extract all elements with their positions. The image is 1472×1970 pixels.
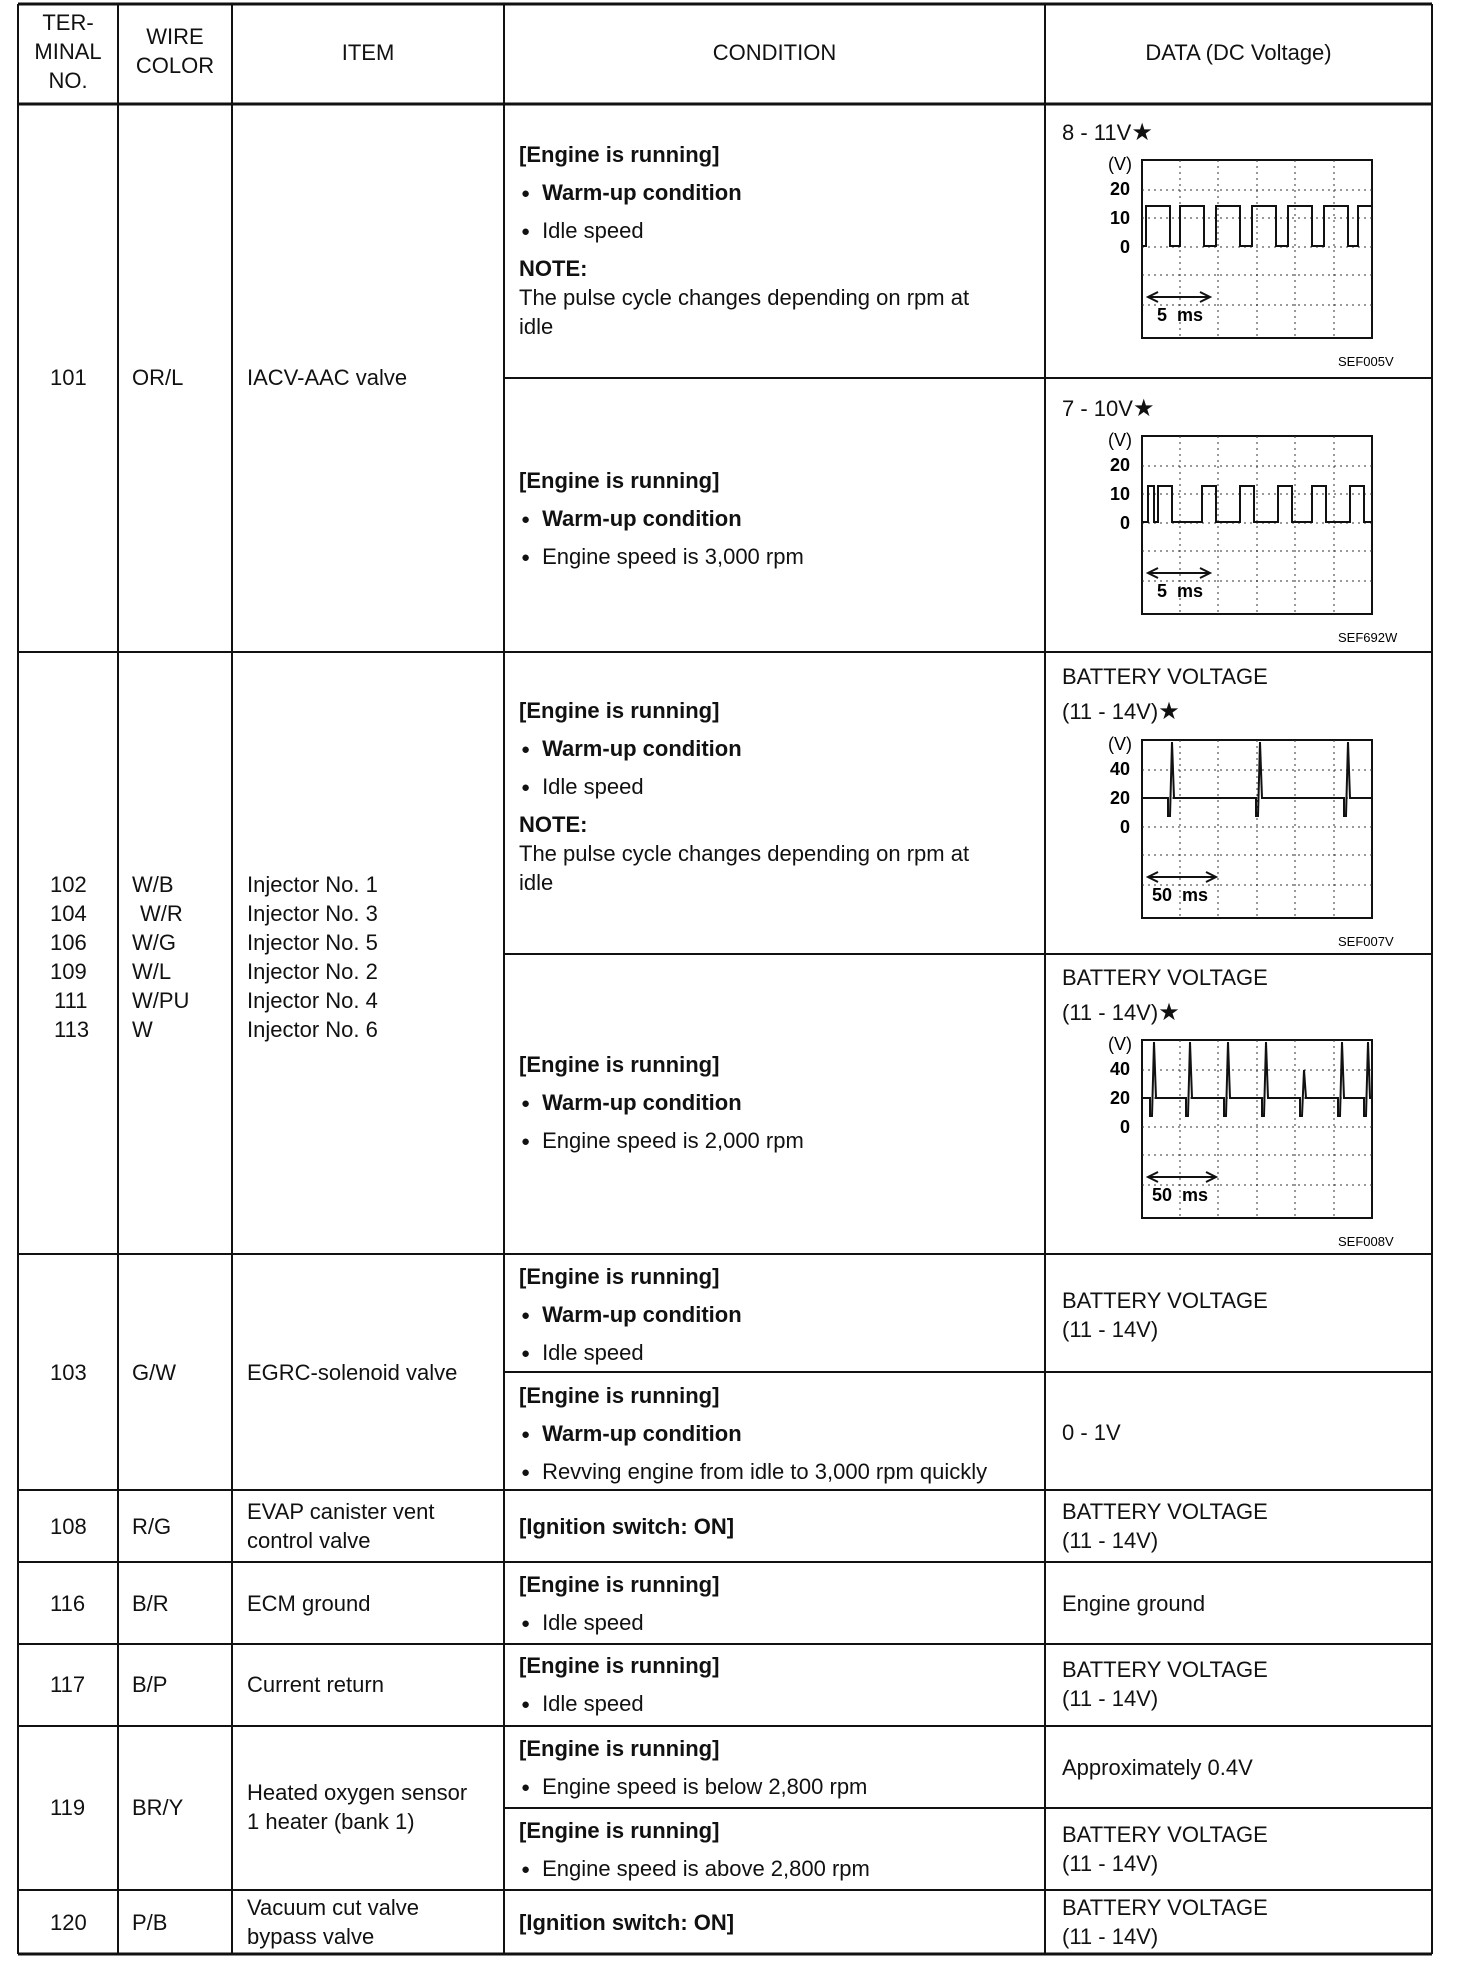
figure-code: SEF007V bbox=[1338, 934, 1394, 949]
waveform-3000rpm-iacv bbox=[1100, 426, 1398, 648]
condition-bullet: ● Warm-up condition bbox=[521, 734, 742, 766]
wire-color: W/PU bbox=[132, 988, 190, 1013]
star-icon: ★ bbox=[1131, 119, 1153, 146]
time-scale-label: 50 ms bbox=[1152, 885, 1209, 905]
header-condition: CONDITION bbox=[712, 40, 837, 65]
item-name: Injector No. 3 bbox=[247, 901, 378, 926]
header-wire-color: WIRE COLOR bbox=[135, 24, 215, 78]
condition-bullet: ● Revving engine from idle to 3,000 rpm quickly bbox=[521, 1457, 987, 1489]
condition-bullet: ● Engine speed is 3,000 rpm bbox=[521, 542, 804, 574]
y-tick-label: 0 bbox=[1120, 237, 1131, 257]
condition-bullet: ● Idle speed bbox=[521, 1338, 644, 1370]
condition-heading: [Engine is running] bbox=[519, 1383, 720, 1408]
condition-heading: [Ignition switch: ON] bbox=[519, 1910, 735, 1935]
condition-heading: [Engine is running] bbox=[519, 1264, 720, 1289]
time-scale-label: 5 ms bbox=[1157, 305, 1204, 325]
header-terminal-no: TER- MINAL NO. bbox=[34, 10, 102, 93]
item-name: Heated oxygen sensor 1 heater (bank 1) bbox=[247, 1780, 468, 1834]
terminal-no: 109 bbox=[50, 959, 87, 984]
note-text: The pulse cycle changes depending on rpm at idle bbox=[519, 841, 970, 895]
y-tick-label: 20 bbox=[1110, 455, 1131, 475]
terminal-no: 106 bbox=[50, 930, 87, 955]
y-tick-label: 40 bbox=[1110, 1059, 1131, 1079]
wire-color: W/L bbox=[132, 959, 172, 984]
y-tick-label: 20 bbox=[1110, 788, 1131, 808]
condition-heading: [Engine is running] bbox=[519, 1052, 720, 1077]
condition-heading: [Engine is running] bbox=[519, 1572, 720, 1597]
data-value: (11 - 14V)★ bbox=[1062, 999, 1180, 1026]
y-tick-label: 0 bbox=[1120, 513, 1131, 533]
y-tick-label: 20 bbox=[1110, 179, 1131, 199]
data-value: BATTERY VOLTAGE (11 - 14V) bbox=[1062, 1822, 1268, 1876]
data-value: BATTERY VOLTAGE (11 - 14V) bbox=[1062, 1657, 1268, 1711]
data-value: (11 - 14V)★ bbox=[1062, 698, 1180, 725]
wire-color: P/B bbox=[132, 1910, 168, 1935]
wire-color: W bbox=[132, 1017, 153, 1042]
condition-heading: [Engine is running] bbox=[519, 1736, 720, 1761]
wire-color: B/R bbox=[132, 1591, 169, 1616]
header-data: DATA (DC Voltage) bbox=[1145, 40, 1332, 65]
data-value: 0 - 1V bbox=[1062, 1420, 1121, 1445]
data-value: 8 - 11V★ bbox=[1062, 119, 1153, 146]
wire-color: R/G bbox=[132, 1514, 172, 1539]
terminal-no: 102 bbox=[50, 872, 87, 897]
y-tick-label: 0 bbox=[1120, 817, 1131, 837]
condition-heading: [Engine is running] bbox=[519, 698, 720, 723]
item-name: EVAP canister vent control valve bbox=[247, 1499, 435, 1553]
condition-heading: [Engine is running] bbox=[519, 1818, 720, 1843]
item-name: Injector No. 2 bbox=[247, 959, 378, 984]
item-name: Injector No. 6 bbox=[247, 1017, 378, 1042]
condition-bullet: ● Warm-up condition bbox=[521, 1300, 742, 1332]
figure-code: SEF005V bbox=[1338, 354, 1394, 369]
terminal-no: 120 bbox=[50, 1910, 87, 1935]
note-heading: NOTE: bbox=[519, 256, 588, 281]
terminal-no: 117 bbox=[50, 1672, 86, 1697]
star-icon: ★ bbox=[1158, 999, 1180, 1026]
y-tick-label: 20 bbox=[1110, 1088, 1131, 1108]
data-value: Engine ground bbox=[1062, 1591, 1206, 1616]
y-unit-label: (V) bbox=[1108, 1034, 1132, 1054]
wire-color: OR/L bbox=[132, 365, 184, 390]
condition-bullet: ● Warm-up condition bbox=[521, 1088, 742, 1120]
condition-bullet: ● Engine speed is 2,000 rpm bbox=[521, 1126, 804, 1158]
y-unit-label: (V) bbox=[1108, 430, 1132, 450]
item-name: IACV-AAC valve bbox=[247, 365, 408, 390]
data-value: BATTERY VOLTAGE bbox=[1062, 965, 1268, 990]
condition-bullet: ● Idle speed bbox=[521, 772, 644, 804]
wire-color: B/P bbox=[132, 1672, 168, 1697]
condition-heading: [Engine is running] bbox=[519, 1653, 720, 1678]
data-value: Approximately 0.4V bbox=[1062, 1755, 1253, 1780]
star-icon: ★ bbox=[1158, 698, 1180, 725]
item-name: Injector No. 4 bbox=[247, 988, 378, 1013]
terminal-no: 108 bbox=[50, 1514, 87, 1539]
time-scale-label: 5 ms bbox=[1157, 581, 1204, 601]
y-tick-label: 0 bbox=[1120, 1117, 1131, 1137]
condition-bullet: ● Engine speed is below 2,800 rpm bbox=[521, 1772, 867, 1804]
condition-bullet: ● Idle speed bbox=[521, 216, 644, 248]
data-value: BATTERY VOLTAGE bbox=[1062, 664, 1268, 689]
waveform-2000rpm-injector bbox=[1100, 1030, 1394, 1252]
terminal-no: 101 bbox=[50, 365, 87, 390]
condition-bullet: ● Idle speed bbox=[521, 1608, 644, 1640]
figure-code: SEF692W bbox=[1338, 630, 1398, 645]
terminal-no: 104 bbox=[50, 901, 87, 926]
wire-color: W/R bbox=[140, 901, 183, 926]
figure-code: SEF008V bbox=[1338, 1234, 1394, 1249]
data-value: 7 - 10V★ bbox=[1062, 395, 1155, 422]
condition-bullet: ● Engine speed is above 2,800 rpm bbox=[521, 1854, 870, 1886]
terminal-no: 116 bbox=[50, 1591, 86, 1616]
wire-color: W/G bbox=[132, 930, 176, 955]
note-heading: NOTE: bbox=[519, 812, 588, 837]
header-item: ITEM bbox=[341, 40, 395, 65]
condition-bullet: ● Warm-up condition bbox=[521, 504, 742, 536]
condition-bullet: ● Idle speed bbox=[521, 1689, 644, 1721]
condition-heading: [Engine is running] bbox=[519, 468, 720, 493]
data-value: BATTERY VOLTAGE (11 - 14V) bbox=[1062, 1288, 1268, 1342]
data-value: BATTERY VOLTAGE (11 - 14V) bbox=[1062, 1499, 1268, 1553]
terminal-no: 119 bbox=[50, 1795, 86, 1820]
y-unit-label: (V) bbox=[1108, 154, 1132, 174]
condition-bullet: ● Warm-up condition bbox=[521, 178, 742, 210]
waveform-idle-injector bbox=[1100, 730, 1394, 952]
wire-color: G/W bbox=[132, 1360, 176, 1385]
item-name: Injector No. 5 bbox=[247, 930, 378, 955]
condition-heading: [Ignition switch: ON] bbox=[519, 1514, 735, 1539]
item-name: ECM ground bbox=[247, 1591, 371, 1616]
time-scale-label: 50 ms bbox=[1152, 1185, 1209, 1205]
wire-color: W/B bbox=[132, 872, 174, 897]
note-text: The pulse cycle changes depending on rpm at idle bbox=[519, 285, 970, 339]
y-unit-label: (V) bbox=[1108, 734, 1132, 754]
terminal-no: 113 bbox=[54, 1017, 90, 1042]
waveform-idle-iacv bbox=[1100, 150, 1394, 370]
y-tick-label: 10 bbox=[1110, 208, 1131, 228]
wire-color: BR/Y bbox=[132, 1795, 184, 1820]
y-tick-label: 10 bbox=[1110, 484, 1131, 504]
item-name: Injector No. 1 bbox=[247, 872, 378, 897]
item-name: EGRC-solenoid valve bbox=[247, 1360, 458, 1385]
item-name: Vacuum cut valve bypass valve bbox=[247, 1895, 420, 1949]
star-icon: ★ bbox=[1132, 395, 1155, 422]
y-tick-label: 40 bbox=[1110, 759, 1131, 779]
condition-heading: [Engine is running] bbox=[519, 142, 720, 167]
terminal-no: 111 bbox=[54, 988, 88, 1013]
item-name: Current return bbox=[247, 1672, 384, 1697]
data-value: BATTERY VOLTAGE (11 - 14V) bbox=[1062, 1895, 1268, 1949]
condition-bullet: ● Warm-up condition bbox=[521, 1419, 742, 1451]
terminal-no: 103 bbox=[50, 1360, 87, 1385]
